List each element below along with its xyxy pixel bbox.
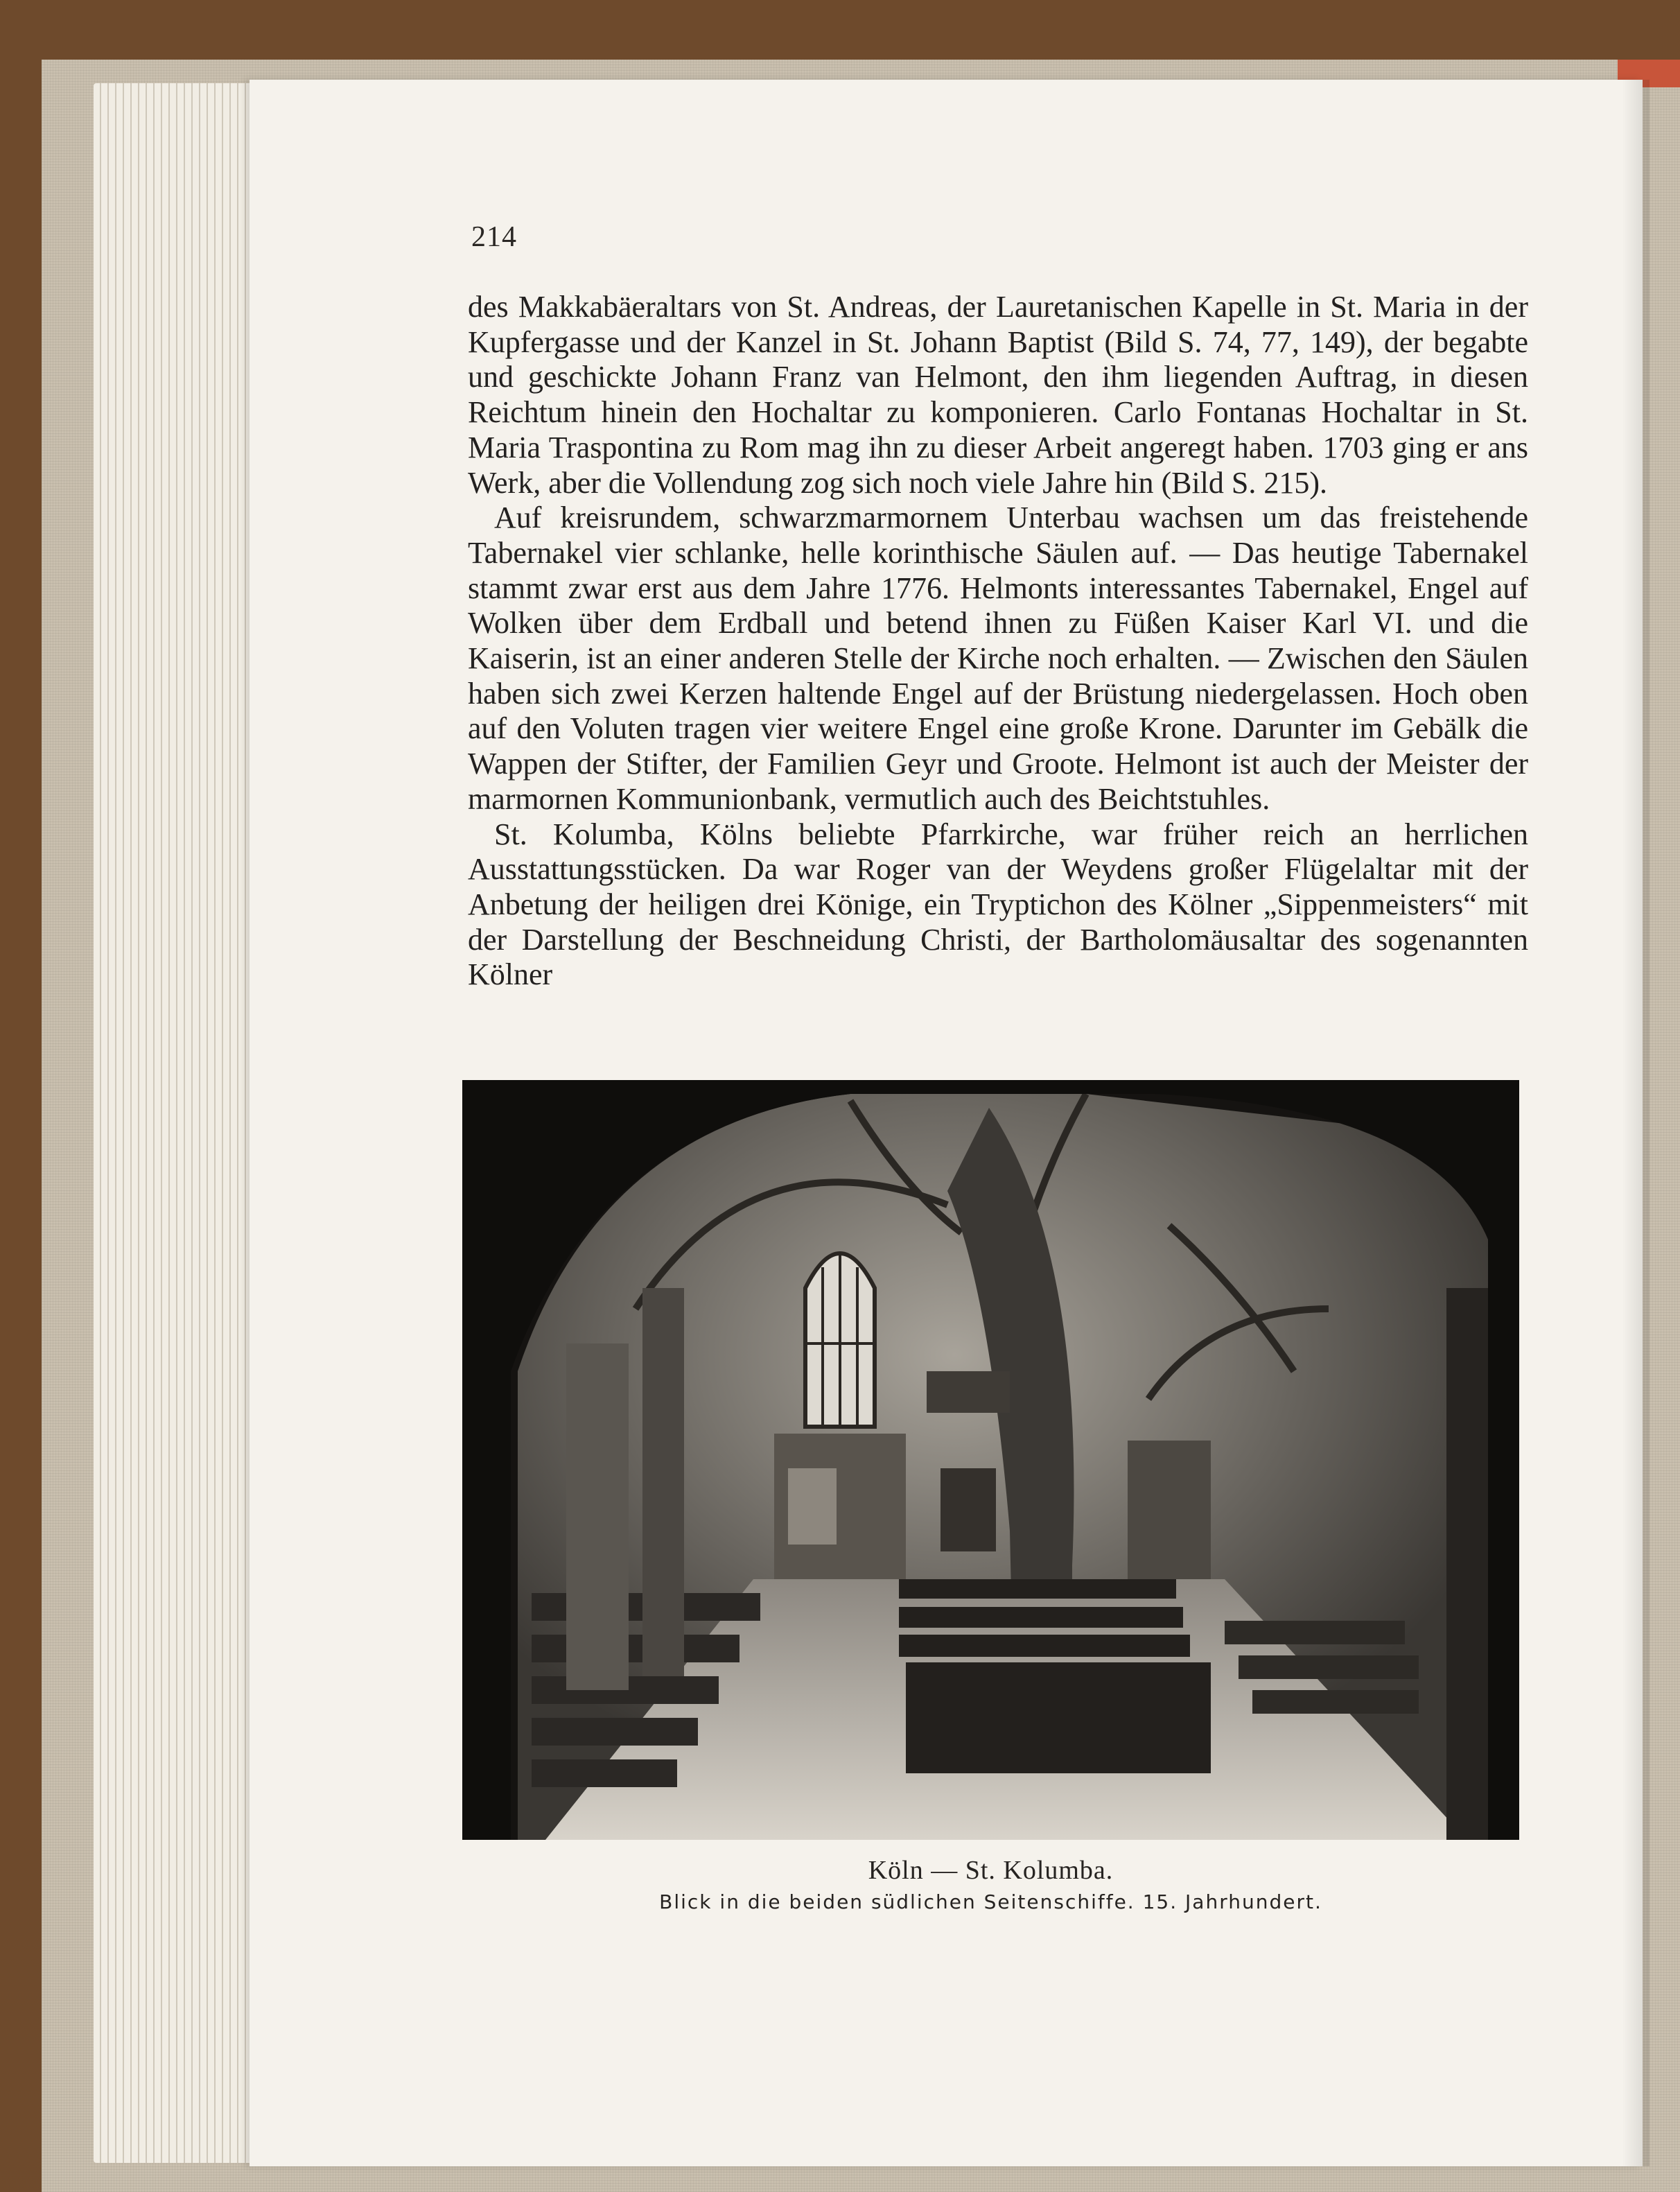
body-text <box>468 290 1528 993</box>
figure-caption-title: Köln — St. Kolumba. <box>868 1856 1114 1885</box>
paragraph-2: Auf kreisrundem, schwarzmarmornem Unterbau wachsen um das freistehende Tabernakel vier schlanke, helle korinthische Säulen auf. — Das heutige Tabernakel stammt zwar erst aus dem Jahre 1776. Helmonts interessantes Tabernakel, Engel auf Wolken über dem Erdball und betend ihnen zu Füßen Kaiser Karl VI. und die Kaiserin, ist an einer anderen Stelle der Kirche noch erhalten. — Zwischen den Säulen haben sich zwei Kerzen haltende Engel auf der Brüstung niedergelassen. Hoch oben auf den Voluten tragen vier weitere Engel eine große Krone. Darunter im Gebälk die Wappen der Stifter, der Familien Geyr und Groote. Helmont ist auch der Meister der marmornen Kommunionbank, vermutlich auch des Beichtstuhles. <box>468 501 1528 816</box>
page-stack <box>94 83 267 2163</box>
paragraph-1: des Makkabäeraltars von St. Andreas, der Lauretanischen Kapelle in St. Maria in der Kupfergasse und der Kanzel in St. Johann Baptist (Bild S. 74, 77, 149), der begabte und geschickte Johann Franz van Helmont, den ihm liegenden Auftrag, in diesen Reichtum hinein den Hochaltar zu komponieren. Carlo Fontanas Hochaltar in St. Maria Traspontina zu Rom mag ihn zu dieser Arbeit angeregt haben. 1703 ging er ans Werk, aber die Vollendung zog sich noch viele Jahre hin (Bild S. 215). <box>468 290 1528 500</box>
gutter-shadow <box>1622 80 1650 2166</box>
church-interior-photo <box>462 1080 1519 1840</box>
page-number: 214 <box>471 221 517 253</box>
figure-caption-subtitle: Blick in die beiden südlichen Seitenschiffe. 15. Jahrhundert. <box>659 1890 1322 1913</box>
paragraph-3: St. Kolumba, Kölns beliebte Pfarrkirche, war früher reich an herrlichen Ausstattungsstücken. Da war Roger van der Weydens großer Flügelaltar mit der Anbetung der heiligen drei Könige, ein Tryptichon des Kölner „Sippenmeisters“ mit der Darstellung der Beschneidung Christi, der Bartholomäusaltar des sogenannten Kölner <box>468 817 1528 992</box>
